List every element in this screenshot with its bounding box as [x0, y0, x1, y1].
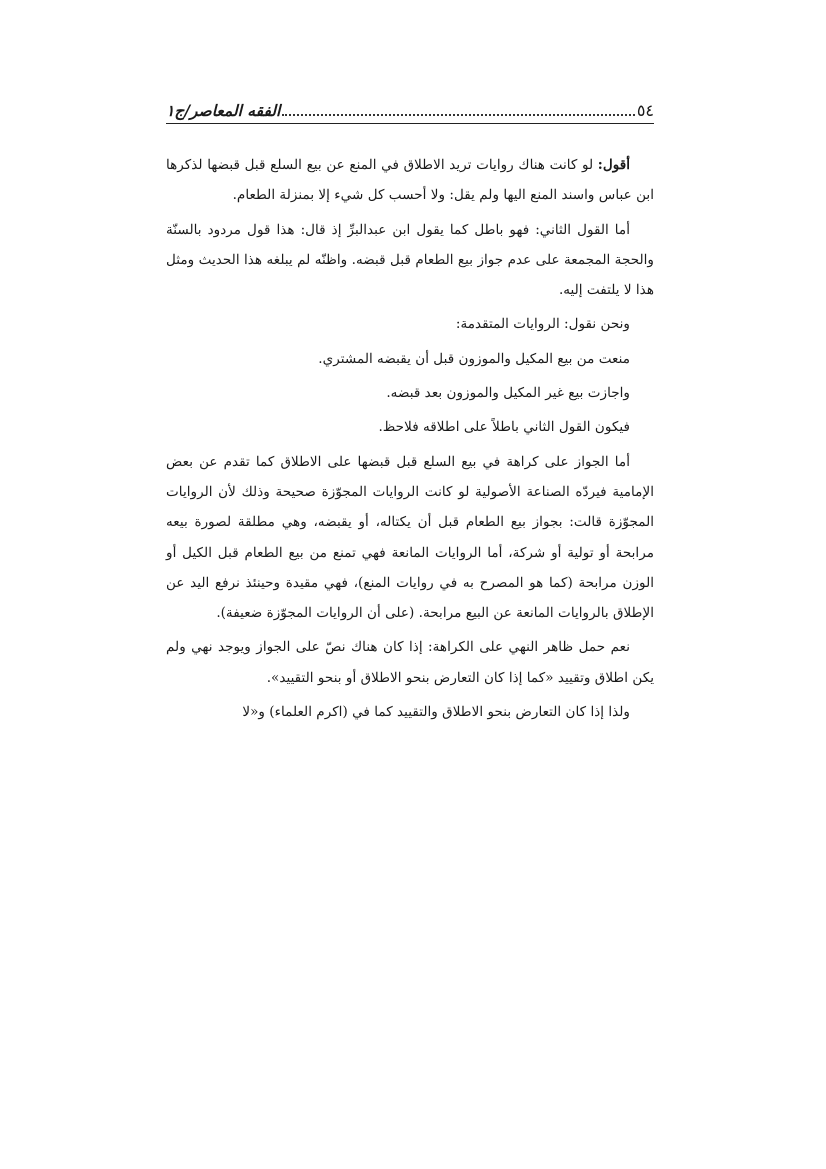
page-number: ٥٤: [636, 101, 654, 120]
paragraph-1-text: لو كانت هناك روايات تريد الاطلاق في المنع عن بيع السلع قبل قبضها لذكرها ابن عباس واسند المنع اليها ولم يقل: ولا أحسب كل شيء إلا بمنزلة الطعام.: [166, 157, 654, 204]
leader-dots: [282, 114, 634, 116]
book-title: الفقه المعاصر/ج١: [166, 101, 281, 120]
paragraph-5: واجازت بيع غير المكيل والموزون بعد قبضه.: [386, 385, 630, 402]
body-text: [166, 150, 654, 731]
running-header: [166, 93, 654, 124]
paragraph-1: [166, 150, 654, 211]
paragraph-9: ولذا إذا كان التعارض بنحو الاطلاق والتقييد كما في (اكرم العلماء) و«لا: [242, 704, 630, 721]
lead-word: أقول:: [597, 157, 630, 173]
paragraph-2: أما القول الثاني: فهو باطل كما يقول ابن عبدالبرِّ إذ قال: هذا قول مردود بالسنّة والحجة المجمعة على عدم جواز بيع الطعام قبل قبضه. واظنّه لم يبلغه هذا الحديث ومثل هذا لا يلتفت إليه.: [166, 221, 654, 299]
paragraph-3: ونحن نقول: الروايات المتقدمة:: [455, 316, 630, 333]
paragraph-4: منعت من بيع المكيل والموزون قبل أن يقبضه المشتري.: [318, 350, 630, 367]
paragraph-8: نعم حمل ظاهر النهي على الكراهة: إذا كان هناك نصّ على الجواز ويوجد نهي ولم يكن اطلاق وتقييد «كما إذا كان التعارض بنحو الاطلاق أو بنحو التقييد».: [166, 639, 654, 686]
paragraph-7: أما الجواز على كراهة في بيع السلع قبل قبضها على الاطلاق كما تقدم عن بعض الإمامية فيردّه الصناعة الأصولية لو كانت الروايات المجوّزة صحيحة وذلك لأن الروايات المجوّزة قالت: بجواز بيع الطعام قبل أن يكتاله، أو يقبضه، وهي مطلقة لصورة بيعه مرابحة أو تولية أو شركة، أما الروايات المانعة فهي تمنع من بيع الطعام قبل الكيل أو الوزن مرابحة (كما هو المصرح به في روايات المنع)، فهي مقيدة وحينئذ نرفع اليد عن الإطلاق بالروايات المانعة عن البيع مرابحة. (على أن الروايات المجوّزة ضعيفة).: [166, 453, 654, 622]
paragraph-6: فيكون القول الثاني باطلاً على اطلاقه فلاحظ.: [378, 419, 630, 436]
